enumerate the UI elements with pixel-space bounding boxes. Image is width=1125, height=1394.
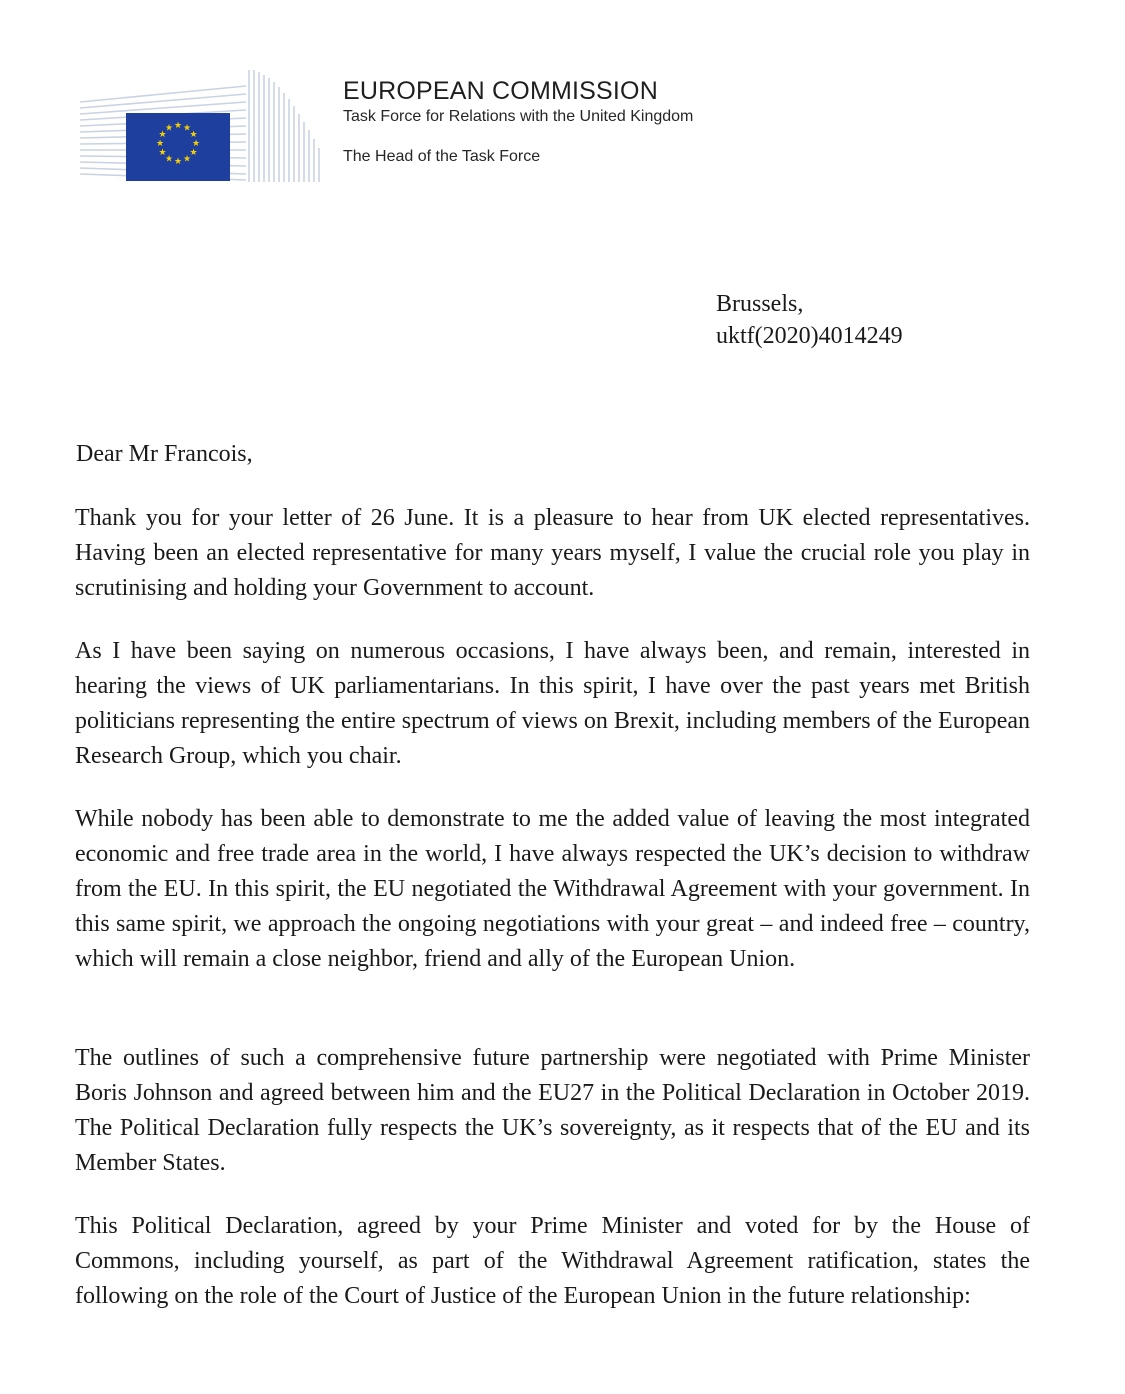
body-paragraph: Thank you for your letter of 26 June. It is a pleasure to hear from UK elected representatives. Having been an elected representative for many years myself, I value the crucial role you play in scrutinising and holding your Government to account. (75, 505, 1030, 601)
department-name: Task Force for Relations with the United Kingdom (343, 108, 694, 125)
svg-text:★: ★ (158, 148, 167, 158)
eu-flag-icon (126, 113, 230, 181)
svg-text:★: ★ (164, 123, 174, 134)
salutation: Dear Mr Francois, (76, 441, 253, 467)
svg-text:★: ★ (189, 148, 198, 158)
body-paragraph: As I have been saying on numerous occasions, I have always been, and remain, interested in hearing the views of UK parliamentarians. In this spirit, I have over the past years met British politicians representing the entire spectrum of views on Brexit, including members of the European Research Group, which you chair. (75, 638, 1030, 769)
svg-text:★: ★ (191, 139, 201, 149)
letter-place: Brussels, (716, 291, 804, 317)
svg-text:★: ★ (182, 154, 192, 165)
svg-text:★: ★ (173, 157, 183, 167)
body-paragraph: The outlines of such a comprehensive future partnership were negotiated with Prime Minister Boris Johnson and agreed between him and the EU27 in the Political Declaration in October 2019. The Political Declaration fully respects the UK’s sovereignty, as it respects that of the EU and its Member States. (75, 1045, 1030, 1176)
body-paragraph: This Political Declaration, agreed by your Prime Minister and voted for by the House of Commons, including yourself, as part of the Withdrawal Agreement ratification, states the following on the role of the Court of Justice of the European Union in the future relationship: (75, 1213, 1030, 1309)
letter-reference: uktf(2020)4014249 (716, 323, 903, 349)
svg-text:★: ★ (182, 123, 192, 134)
european-commission-logo (78, 66, 324, 186)
svg-text:★: ★ (189, 130, 198, 140)
organisation-name: EUROPEAN COMMISSION (343, 77, 658, 105)
svg-text:★: ★ (158, 130, 167, 140)
svg-text:★: ★ (155, 139, 165, 149)
office-title: The Head of the Task Force (343, 148, 541, 165)
place-reference-block (716, 288, 903, 352)
body-paragraph: While nobody has been able to demonstrate to me the added value of leaving the most integrated economic and free trade area in the world, I have always respected the UK’s decision to withdraw from the EU. In this spirit, the EU negotiated the Withdrawal Agreement with your government. In this same spirit, we approach the ongoing negotiations with your great – and indeed free – country, which will remain a close neighbor, friend and ally of the European Union. (75, 806, 1030, 972)
svg-text:★: ★ (164, 154, 174, 165)
svg-text:★: ★ (173, 121, 183, 131)
